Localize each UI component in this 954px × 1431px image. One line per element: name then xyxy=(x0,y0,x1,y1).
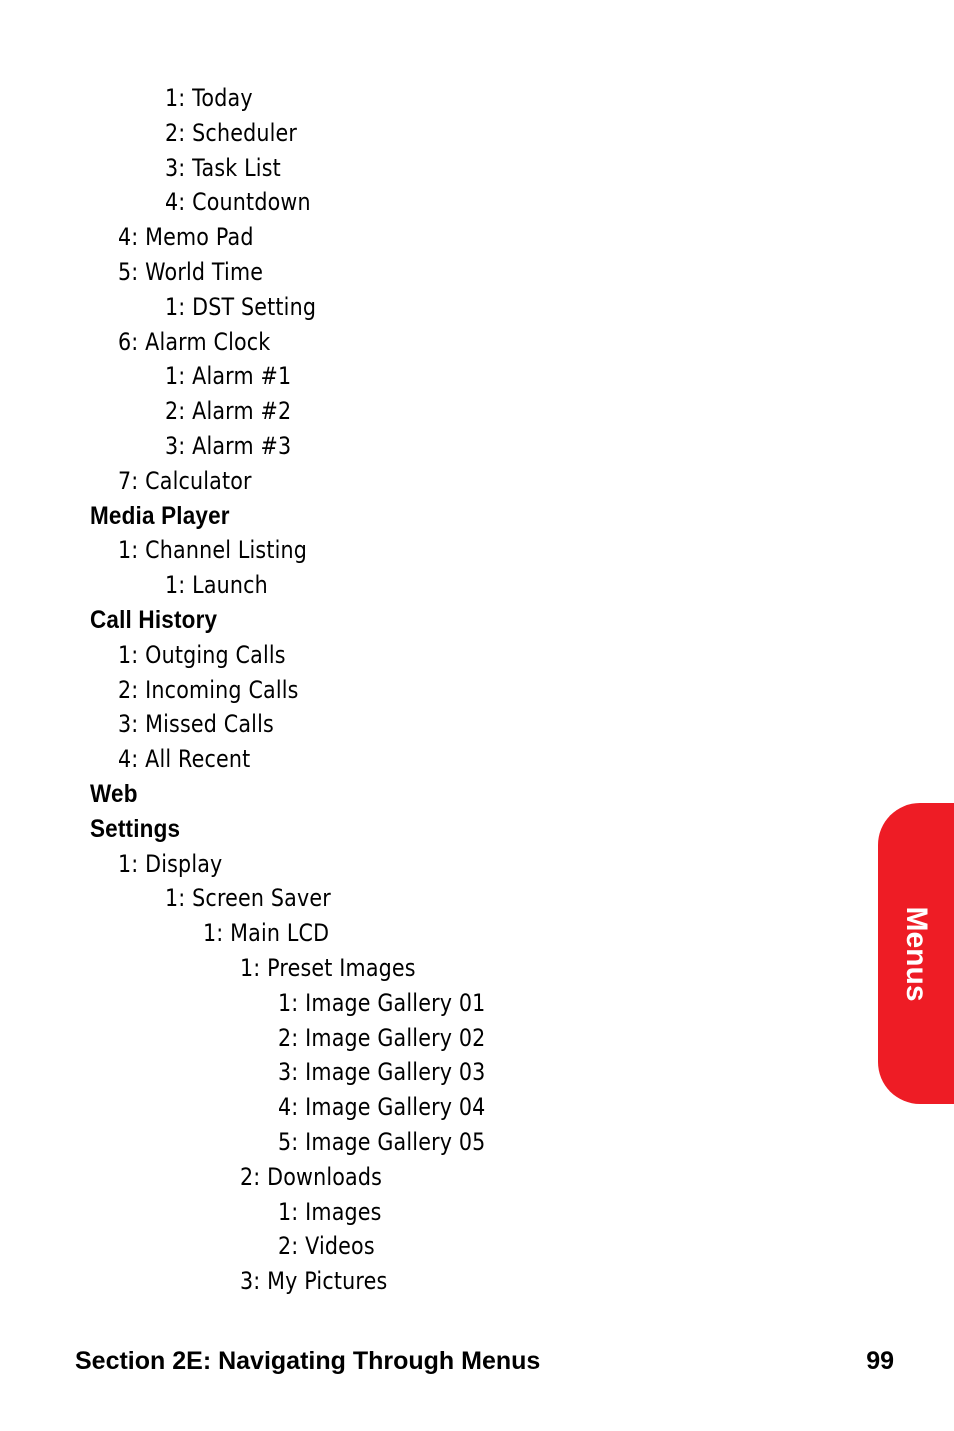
menu-item: 1: Launch xyxy=(165,571,268,600)
menu-item: 1: Images xyxy=(278,1197,382,1226)
footer-section-title: Section 2E: Navigating Through Menus xyxy=(75,1347,541,1375)
menu-item: 2: Downloads xyxy=(240,1162,383,1191)
menu-item: 1: Preset Images xyxy=(240,953,416,982)
menu-item: 3: Image Gallery 03 xyxy=(278,1058,486,1087)
menu-category-heading: Settings xyxy=(90,814,181,843)
menu-item: 4: Image Gallery 04 xyxy=(278,1093,486,1122)
menu-item: 1: Today xyxy=(165,84,253,112)
menu-item: 3: Task List xyxy=(165,153,281,182)
menu-item: 2: Scheduler xyxy=(165,118,298,147)
menu-item: 4: All Recent xyxy=(118,745,251,774)
menu-item: 5: World Time xyxy=(118,257,264,286)
menu-item: 1: Display xyxy=(118,849,223,878)
menu-item: 2: Incoming Calls xyxy=(118,675,299,704)
menu-item: 1: Alarm #1 xyxy=(165,362,292,391)
menu-item: 3: Alarm #3 xyxy=(165,431,292,460)
menu-item: 1: Main LCD xyxy=(203,919,330,948)
menu-item: 2: Alarm #2 xyxy=(165,397,292,426)
menu-item: 4: Memo Pad xyxy=(118,223,254,252)
menu-item: 5: Image Gallery 05 xyxy=(278,1127,486,1156)
menu-item: 7: Calculator xyxy=(118,466,252,495)
side-tab-label: Menus xyxy=(900,905,933,1002)
menu-item: 2: Videos xyxy=(278,1232,375,1261)
menu-item: 1: Outging Calls xyxy=(118,640,286,669)
menu-item: 4: Countdown xyxy=(165,188,311,217)
menu-item: 6: Alarm Clock xyxy=(118,327,271,356)
menu-item: 3: Missed Calls xyxy=(118,710,274,739)
menu-category-heading: Web xyxy=(90,779,138,808)
menu-item: 1: DST Setting xyxy=(165,292,317,321)
menu-item: 1: Image Gallery 01 xyxy=(278,988,486,1017)
menu-item: 1: Channel Listing xyxy=(118,536,308,565)
menu-category-heading: Media Player xyxy=(90,501,230,530)
footer-page-number: 99 xyxy=(866,1347,894,1375)
menu-item: 2: Image Gallery 02 xyxy=(278,1023,486,1052)
menu-category-heading: Call History xyxy=(90,605,218,634)
menu-item: 1: Screen Saver xyxy=(165,884,331,913)
section-side-tab xyxy=(878,803,954,1104)
menu-item: 3: My Pictures xyxy=(240,1267,388,1296)
menu-tree xyxy=(0,81,519,1299)
